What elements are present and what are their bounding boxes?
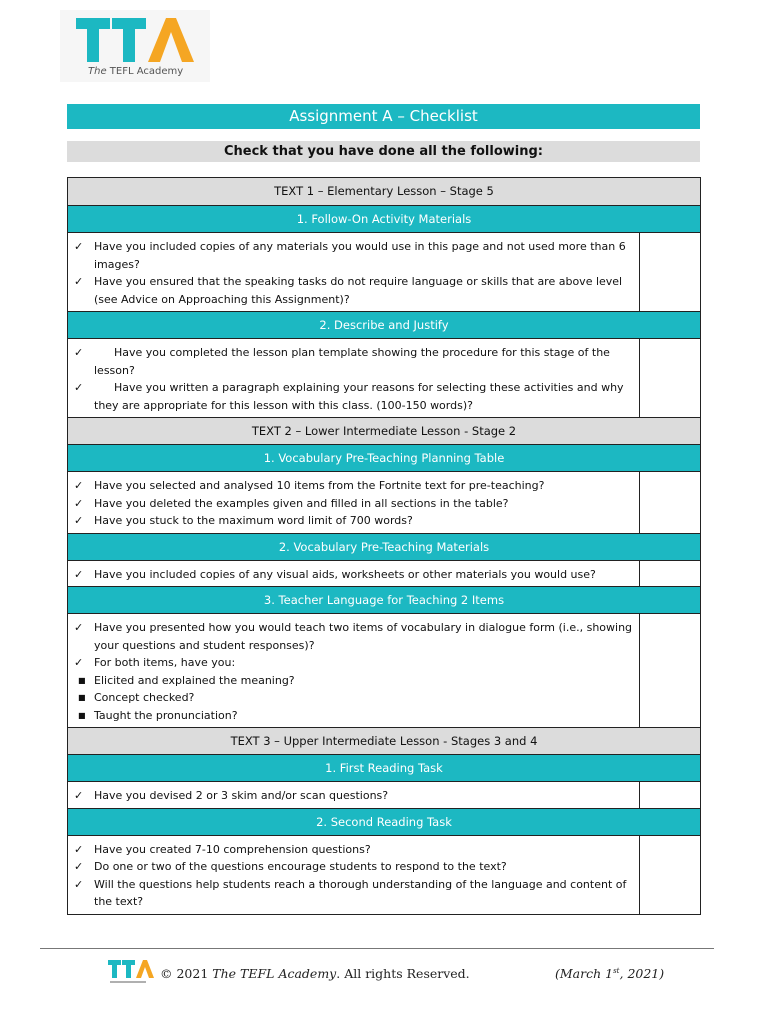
tick-box[interactable] — [640, 339, 700, 417]
checklist-item: ✓ For both items, have you: — [74, 654, 633, 672]
tick-box[interactable] — [640, 472, 700, 533]
checkmark-icon: ✓ — [74, 381, 84, 394]
footer-logo — [106, 958, 158, 988]
text-heading: TEXT 2 – Lower Intermediate Lesson - Stage 2 — [68, 417, 700, 444]
checklist-subitem: ■ Taught the pronunciation? — [74, 707, 633, 725]
checklist-subitem: ■ Elicited and explained the meaning? — [74, 672, 633, 690]
checkmark-icon: ✓ — [74, 514, 84, 527]
checkmark-icon: ✓ — [74, 621, 84, 634]
section-heading: 2. Second Reading Task — [68, 808, 700, 835]
checklist-row — [68, 232, 700, 311]
checklist-row — [68, 781, 700, 808]
checklist-row — [68, 613, 700, 727]
checklist-row — [68, 471, 700, 533]
page-subtitle: Check that you have done all the following: — [67, 141, 700, 162]
checklist-row — [68, 338, 700, 417]
checklist-item: ✓ Will the questions help students reach a thorough understanding of the language and content of the text? — [74, 877, 627, 908]
text-heading: TEXT 3 – Upper Intermediate Lesson - Stages 3 and 4 — [68, 727, 700, 754]
checklist-row — [68, 835, 700, 914]
checklist-item: ✓ Have you ensured that the speaking tasks do not require language or skills that are above level (see Advice on Approaching this Assignment)? — [74, 275, 623, 306]
checklist-item: ✓ Have you deleted the examples given and filled in all sections in the table? — [74, 495, 633, 513]
checklist-item: ✓ Have you completed the lesson plan template showing the procedure for this stage of the lesson? — [74, 346, 610, 377]
checkmark-icon: ✓ — [74, 346, 84, 359]
footer-copyright: © 2021 The TEFL Academy. All rights Reserved. — [160, 966, 470, 981]
square-bullet-icon: ■ — [78, 710, 86, 720]
text-heading: TEXT 1 – Elementary Lesson – Stage 5 — [68, 178, 700, 205]
tick-box[interactable] — [640, 614, 700, 727]
tick-box[interactable] — [640, 782, 700, 808]
checklist-item: ✓ Have you stuck to the maximum word limit of 700 words? — [74, 512, 633, 530]
checklist-item: ✓ Have you written a paragraph explaining your reasons for selecting these activities and why they are appropriate for this lesson with this class. (100-150 words)? — [74, 381, 624, 412]
checkmark-icon: ✓ — [74, 567, 84, 581]
checkmark-icon: ✓ — [74, 240, 84, 253]
checkmark-icon: ✓ — [74, 275, 84, 288]
checklist-subitem: ■ Concept checked? — [74, 689, 633, 707]
tick-box[interactable] — [640, 836, 700, 914]
checkmark-icon: ✓ — [74, 656, 84, 669]
checklist-item: ✓ Have you selected and analysed 10 items from the Fortnite text for pre-teaching? — [74, 477, 633, 495]
tick-box[interactable] — [640, 233, 700, 311]
footer-divider — [40, 948, 714, 949]
checklist-table — [67, 177, 701, 915]
checkmark-icon: ✓ — [74, 479, 84, 492]
checklist-item: ✓ Have you included copies of any materials you would use in this page and not used more than 6 images? — [74, 240, 626, 271]
section-heading: 1. Follow-On Activity Materials — [68, 205, 700, 232]
square-bullet-icon: ■ — [78, 693, 86, 702]
tefl-academy-logo — [60, 10, 210, 82]
square-bullet-icon: ■ — [78, 675, 86, 685]
section-heading: 3. Teacher Language for Teaching 2 Items — [68, 586, 700, 613]
checkmark-icon: ✓ — [74, 877, 84, 891]
checkmark-icon: ✓ — [74, 789, 84, 802]
tick-box[interactable] — [640, 561, 700, 587]
checklist-item: ✓ Have you included copies of any visual aids, worksheets or other materials you would use? — [74, 566, 633, 584]
checklist-item: ✓ Do one or two of the questions encourage students to respond to the text? — [74, 858, 633, 876]
checkmark-icon: ✓ — [74, 496, 84, 510]
checklist-item: ✓ Have you presented how you would teach two items of vocabulary in dialogue form (i.e., showing your questions and student responses)? — [74, 621, 633, 652]
checkmark-icon: ✓ — [74, 842, 84, 856]
checklist-item: ✓ Have you created 7-10 comprehension questions? — [74, 841, 633, 859]
page-title: Assignment A – Checklist — [67, 104, 700, 129]
checklist-row — [68, 560, 700, 587]
logo-tagline: The TEFL Academy — [88, 66, 184, 77]
section-heading: 2. Vocabulary Pre-Teaching Materials — [68, 533, 700, 560]
section-heading: 1. Vocabulary Pre-Teaching Planning Table — [68, 444, 700, 471]
section-heading: 1. First Reading Task — [68, 754, 700, 781]
section-heading: 2. Describe and Justify — [68, 311, 700, 338]
footer-date: (March 1st, 2021) — [555, 966, 665, 981]
checklist-item: ✓ Have you devised 2 or 3 skim and/or scan questions? — [74, 787, 633, 805]
checkmark-icon: ✓ — [74, 860, 84, 873]
